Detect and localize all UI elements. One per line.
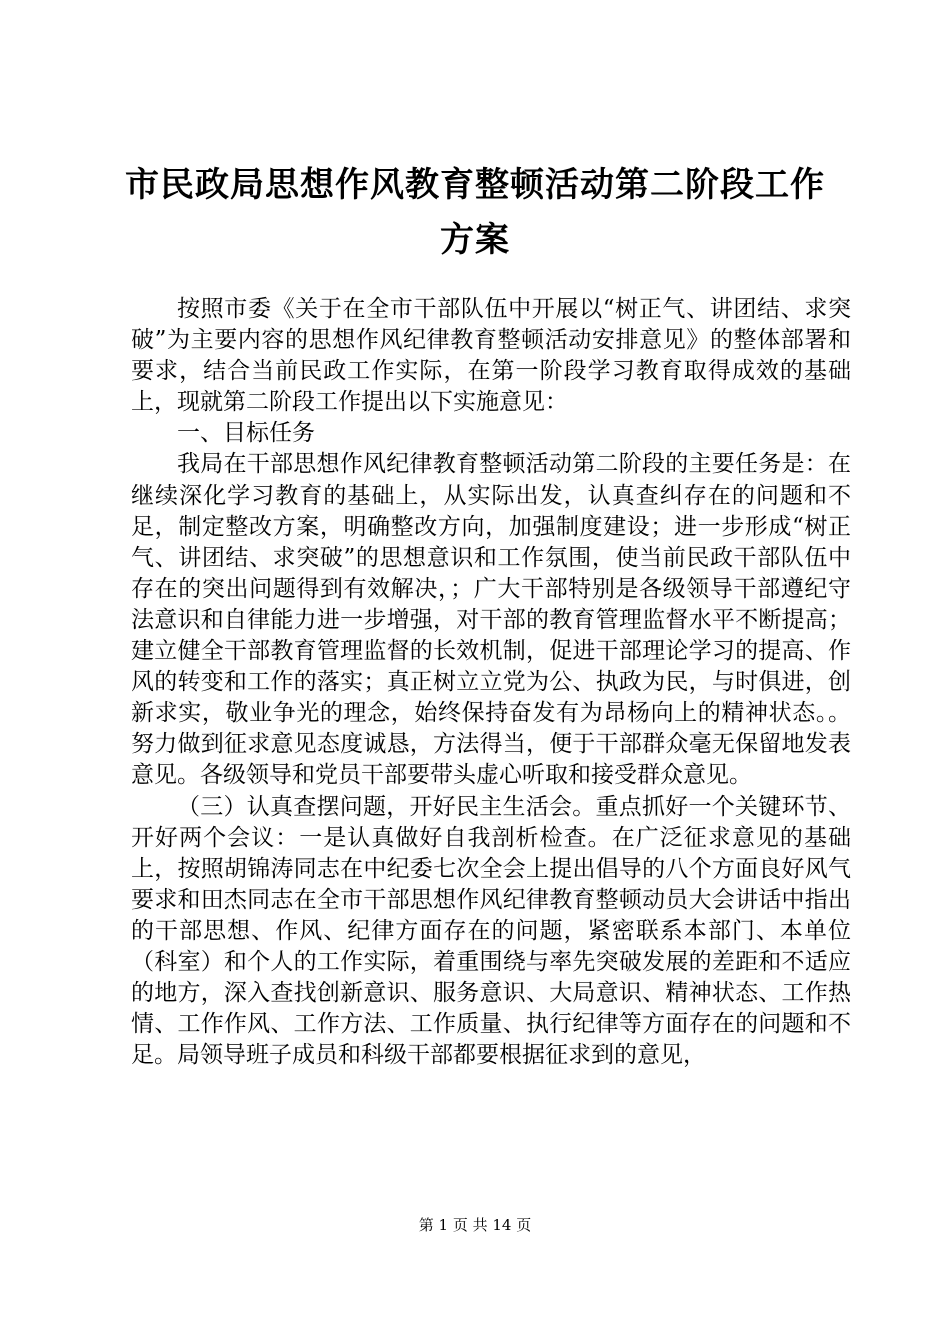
document-body — [131, 294, 851, 1071]
paragraph-goals: 我局在干部思想作风纪律教育整顿活动第二阶段的主要任务是：在继续深化学习教育的基础上，从实际出发，认真查纠存在的问题和不足，制定整改方案，明确整改方向，加强制度建设；进一步形成“树正气、讲团结、求突破”的思想意识和工作氛围，使当前民政干部队伍中存在的突出问题得到有效解决，；广大干部特别是各级领导干部遵纪守法意识和自律能力进一步增强，对干部的教育管理监督水平不断提高；建立健全干部教育管理监督的长效机制，促进干部理论学习的提高、作风的转变和工作的落实；真正树立立党为公、执政为民，与时俱进，创新求实，敬业争光的理念，始终保持奋发有为昂杨向上的精神状态。。努力做到征求意见态度诚恳，方法得当，便于干部群众毫无保留地发表意见。各级领导和党员干部要带头虚心听取和接受群众意见。 — [131, 451, 851, 789]
document-title-line-2: 方案 — [440, 220, 510, 260]
section-heading-goals: 一、目标任务 — [177, 420, 315, 447]
document-title-line-1: 市民政局思想作风教育整顿活动第二阶段工作 — [125, 165, 825, 205]
paragraph-item-three: （三）认真查摆问题，开好民主生活会。重点抓好一个关键环节、开好两个会议：一是认真做好自我剖析检查。在广泛征求意见的基础上，按照胡锦涛同志在中纪委七次全会上提出倡导的八个方面良好风气要求和田杰同志在全市干部思想作风纪律教育整顿动员大会讲话中指出的干部思想、作风、纪律方面存在的问题，紧密联系本部门、本单位（科室）和个人的工作实际，着重围绕与率先突破发展的差距和不适应的地方，深入查找创新意识、服务意识、大局意识、精神状态、工作热情、工作作风、工作方法、工作质量、执行纪律等方面存在的问题和不足。局领导班子成员和科级干部都要根据征求到的意见， — [131, 793, 851, 1069]
page-footer: 第 1 页 共 14 页 — [418, 1216, 532, 1234]
paragraph-intro: 按照市委《关于在全市干部队伍中开展以“树正气、讲团结、求突破”为主要内容的思想作风纪律教育整顿活动安排意见》的整体部署和要求，结合当前民政工作实际，在第一阶段学习教育取得成效的基础上，现就第二阶段工作提出以下实施意见： — [131, 296, 851, 416]
